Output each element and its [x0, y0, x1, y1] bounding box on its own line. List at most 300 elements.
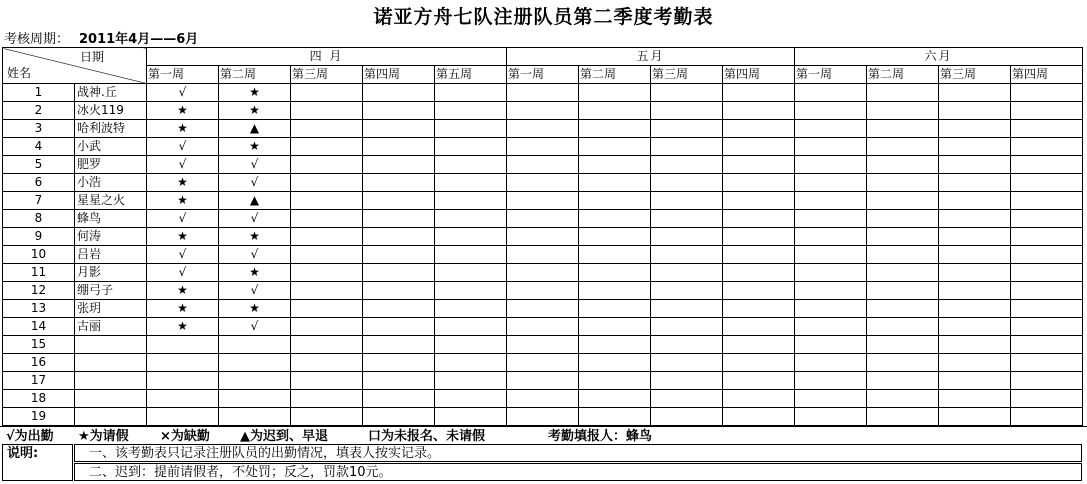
- attendance-empty-cell: [939, 300, 1011, 318]
- attendance-empty-cell: [867, 156, 939, 174]
- attendance-empty-cell: [507, 264, 579, 282]
- attendance-empty-cell: [939, 390, 1011, 408]
- attendance-empty-cell: [507, 282, 579, 300]
- attendance-empty-cell: [579, 120, 651, 138]
- attendance-empty-cell: [651, 300, 723, 318]
- attendance-empty-cell: [795, 174, 867, 192]
- attendance-mark-cell: √: [219, 156, 291, 174]
- attendance-empty-cell: [363, 372, 435, 390]
- attendance-empty-cell: [291, 300, 363, 318]
- attendance-empty-cell: [867, 390, 939, 408]
- attendance-mark-cell: [147, 408, 219, 426]
- attendance-mark-cell: ★: [219, 264, 291, 282]
- attendance-empty-cell: [867, 210, 939, 228]
- attendance-empty-cell: [867, 246, 939, 264]
- attendance-mark-cell: ★: [147, 228, 219, 246]
- attendance-empty-cell: [435, 138, 507, 156]
- table-row: [3, 120, 1083, 138]
- week-header-cell: 第一周: [507, 66, 579, 84]
- attendance-empty-cell: [723, 390, 795, 408]
- attendance-empty-cell: [507, 372, 579, 390]
- attendance-empty-cell: [795, 318, 867, 336]
- attendance-empty-cell: [363, 318, 435, 336]
- attendance-empty-cell: [291, 354, 363, 372]
- attendance-empty-cell: [651, 246, 723, 264]
- attendance-mark-cell: ★: [147, 192, 219, 210]
- attendance-empty-cell: [723, 156, 795, 174]
- attendance-empty-cell: [651, 318, 723, 336]
- attendance-empty-cell: [507, 192, 579, 210]
- attendance-empty-cell: [1011, 354, 1083, 372]
- attendance-empty-cell: [1011, 228, 1083, 246]
- attendance-empty-cell: [579, 192, 651, 210]
- member-name-cell: [75, 372, 147, 390]
- attendance-empty-cell: [435, 408, 507, 426]
- month-may-header: 五月: [507, 48, 795, 66]
- member-name-cell: 何涛: [75, 228, 147, 246]
- attendance-empty-cell: [435, 246, 507, 264]
- attendance-empty-cell: [651, 354, 723, 372]
- week-header-cell: 第一周: [147, 66, 219, 84]
- date-header-label: 日期: [79, 50, 104, 64]
- attendance-mark-cell: ★: [219, 138, 291, 156]
- member-name-cell: 月影: [75, 264, 147, 282]
- row-number-cell: 5: [3, 156, 75, 174]
- attendance-empty-cell: [579, 138, 651, 156]
- attendance-empty-cell: [435, 318, 507, 336]
- attendance-empty-cell: [507, 300, 579, 318]
- attendance-empty-cell: [723, 318, 795, 336]
- attendance-empty-cell: [579, 84, 651, 102]
- attendance-empty-cell: [363, 390, 435, 408]
- attendance-empty-cell: [723, 246, 795, 264]
- attendance-empty-cell: [795, 156, 867, 174]
- attendance-empty-cell: [1011, 102, 1083, 120]
- attendance-empty-cell: [939, 138, 1011, 156]
- attendance-empty-cell: [363, 138, 435, 156]
- attendance-mark-cell: ★: [147, 282, 219, 300]
- attendance-empty-cell: [435, 354, 507, 372]
- attendance-empty-cell: [435, 210, 507, 228]
- attendance-empty-cell: [579, 174, 651, 192]
- attendance-empty-cell: [435, 174, 507, 192]
- attendance-empty-cell: [363, 246, 435, 264]
- attendance-empty-cell: [723, 354, 795, 372]
- attendance-empty-cell: [1011, 84, 1083, 102]
- row-number-cell: 10: [3, 246, 75, 264]
- attendance-empty-cell: [867, 138, 939, 156]
- attendance-empty-cell: [435, 264, 507, 282]
- attendance-empty-cell: [651, 210, 723, 228]
- row-number-cell: 8: [3, 210, 75, 228]
- week-header-cell: 第三周: [291, 66, 363, 84]
- member-name-cell: [75, 354, 147, 372]
- legend-unregistered: 口为未报名、未请假: [368, 429, 486, 444]
- attendance-table: [2, 47, 1083, 426]
- attendance-empty-cell: [363, 192, 435, 210]
- attendance-empty-cell: [579, 300, 651, 318]
- attendance-empty-cell: [435, 300, 507, 318]
- attendance-empty-cell: [867, 102, 939, 120]
- attendance-empty-cell: [795, 372, 867, 390]
- attendance-empty-cell: [867, 336, 939, 354]
- attendance-empty-cell: [795, 84, 867, 102]
- week-header-cell: 第五周: [435, 66, 507, 84]
- attendance-mark-cell: [147, 354, 219, 372]
- row-number-cell: 13: [3, 300, 75, 318]
- table-row: [3, 228, 1083, 246]
- row-number-cell: 6: [3, 174, 75, 192]
- table-row: [3, 264, 1083, 282]
- attendance-empty-cell: [795, 354, 867, 372]
- note-item: 二、迟到：提前请假者，不处罚；反之，罚款10元。: [74, 463, 1082, 481]
- row-number-cell: 9: [3, 228, 75, 246]
- attendance-empty-cell: [1011, 372, 1083, 390]
- attendance-empty-cell: [795, 264, 867, 282]
- attendance-empty-cell: [579, 390, 651, 408]
- attendance-empty-cell: [867, 408, 939, 426]
- attendance-empty-cell: [291, 120, 363, 138]
- attendance-empty-cell: [651, 84, 723, 102]
- attendance-empty-cell: [939, 336, 1011, 354]
- attendance-empty-cell: [723, 210, 795, 228]
- week-header-cell: 第三周: [939, 66, 1011, 84]
- attendance-empty-cell: [651, 336, 723, 354]
- attendance-mark-cell: [219, 354, 291, 372]
- attendance-empty-cell: [1011, 210, 1083, 228]
- member-name-cell: 古丽: [75, 318, 147, 336]
- attendance-empty-cell: [507, 84, 579, 102]
- table-row: [3, 354, 1083, 372]
- date-name-corner-cell: [3, 48, 147, 84]
- attendance-empty-cell: [651, 174, 723, 192]
- attendance-mark-cell: [219, 336, 291, 354]
- attendance-empty-cell: [507, 246, 579, 264]
- legend-late: ▲为迟到、早退: [240, 429, 328, 444]
- attendance-empty-cell: [291, 282, 363, 300]
- attendance-empty-cell: [579, 408, 651, 426]
- attendance-empty-cell: [795, 102, 867, 120]
- attendance-empty-cell: [579, 228, 651, 246]
- attendance-empty-cell: [507, 174, 579, 192]
- attendance-empty-cell: [939, 120, 1011, 138]
- member-name-cell: [75, 390, 147, 408]
- member-name-cell: 冰火119: [75, 102, 147, 120]
- attendance-empty-cell: [651, 192, 723, 210]
- attendance-empty-cell: [795, 228, 867, 246]
- attendance-empty-cell: [435, 390, 507, 408]
- attendance-empty-cell: [291, 408, 363, 426]
- attendance-mark-cell: √: [147, 264, 219, 282]
- attendance-empty-cell: [867, 120, 939, 138]
- attendance-mark-cell: √: [219, 174, 291, 192]
- row-number-cell: 2: [3, 102, 75, 120]
- attendance-mark-cell: [147, 336, 219, 354]
- attendance-empty-cell: [1011, 120, 1083, 138]
- attendance-empty-cell: [435, 336, 507, 354]
- attendance-mark-cell: ★: [147, 318, 219, 336]
- attendance-empty-cell: [507, 102, 579, 120]
- attendance-empty-cell: [507, 156, 579, 174]
- attendance-empty-cell: [1011, 264, 1083, 282]
- attendance-empty-cell: [939, 264, 1011, 282]
- attendance-empty-cell: [867, 192, 939, 210]
- attendance-empty-cell: [939, 408, 1011, 426]
- attendance-empty-cell: [363, 174, 435, 192]
- attendance-mark-cell: √: [147, 210, 219, 228]
- attendance-empty-cell: [723, 174, 795, 192]
- attendance-empty-cell: [507, 354, 579, 372]
- attendance-empty-cell: [939, 102, 1011, 120]
- table-row: [3, 246, 1083, 264]
- attendance-mark-cell: ★: [147, 300, 219, 318]
- row-number-cell: 18: [3, 390, 75, 408]
- attendance-empty-cell: [651, 156, 723, 174]
- week-header-cell: 第三周: [651, 66, 723, 84]
- member-name-cell: 肥罗: [75, 156, 147, 174]
- sheet-title: 诺亚方舟七队注册队员第二季度考勤表: [373, 6, 714, 28]
- attendance-mark-cell: ★: [219, 102, 291, 120]
- attendance-empty-cell: [363, 354, 435, 372]
- attendance-empty-cell: [579, 372, 651, 390]
- week-header-row: [3, 66, 1083, 84]
- attendance-empty-cell: [507, 120, 579, 138]
- table-row: [3, 282, 1083, 300]
- attendance-mark-cell: ★: [219, 300, 291, 318]
- attendance-empty-cell: [867, 372, 939, 390]
- attendance-empty-cell: [939, 282, 1011, 300]
- attendance-empty-cell: [723, 264, 795, 282]
- attendance-empty-cell: [939, 228, 1011, 246]
- row-number-cell: 3: [3, 120, 75, 138]
- attendance-empty-cell: [291, 390, 363, 408]
- table-row: [3, 192, 1083, 210]
- attendance-empty-cell: [507, 138, 579, 156]
- legend-row: [0, 426, 1087, 445]
- member-name-cell: 张玥: [75, 300, 147, 318]
- attendance-empty-cell: [867, 264, 939, 282]
- row-number-cell: 11: [3, 264, 75, 282]
- attendance-mark-cell: ★: [219, 84, 291, 102]
- attendance-empty-cell: [363, 228, 435, 246]
- table-row: [3, 318, 1083, 336]
- attendance-empty-cell: [507, 336, 579, 354]
- attendance-empty-cell: [291, 84, 363, 102]
- attendance-empty-cell: [795, 336, 867, 354]
- attendance-empty-cell: [867, 174, 939, 192]
- attendance-empty-cell: [435, 102, 507, 120]
- row-number-cell: 15: [3, 336, 75, 354]
- attendance-empty-cell: [435, 282, 507, 300]
- attendance-empty-cell: [507, 390, 579, 408]
- attendance-empty-cell: [579, 102, 651, 120]
- table-row: [3, 102, 1083, 120]
- attendance-empty-cell: [291, 192, 363, 210]
- legend-reporter: 考勤填报人：蜂鸟: [548, 429, 653, 444]
- attendance-empty-cell: [291, 174, 363, 192]
- attendance-empty-cell: [867, 228, 939, 246]
- row-number-cell: 4: [3, 138, 75, 156]
- member-name-cell: 蜂鸟: [75, 210, 147, 228]
- period-value: 2011年4月——6月: [79, 32, 199, 47]
- attendance-empty-cell: [507, 408, 579, 426]
- table-row: [3, 84, 1083, 102]
- attendance-empty-cell: [723, 138, 795, 156]
- attendance-empty-cell: [435, 84, 507, 102]
- member-name-cell: 哈利波特: [75, 120, 147, 138]
- attendance-empty-cell: [795, 390, 867, 408]
- attendance-empty-cell: [651, 372, 723, 390]
- table-row: [3, 156, 1083, 174]
- attendance-empty-cell: [939, 156, 1011, 174]
- legend-leave: ★为请假: [78, 429, 129, 444]
- attendance-mark-cell: √: [219, 246, 291, 264]
- attendance-empty-cell: [291, 228, 363, 246]
- table-row: [3, 174, 1083, 192]
- attendance-empty-cell: [651, 264, 723, 282]
- attendance-empty-cell: [363, 408, 435, 426]
- attendance-empty-cell: [939, 84, 1011, 102]
- attendance-empty-cell: [1011, 282, 1083, 300]
- legend-present: √为出勤: [6, 429, 54, 444]
- attendance-empty-cell: [651, 282, 723, 300]
- attendance-mark-cell: [219, 390, 291, 408]
- attendance-empty-cell: [291, 264, 363, 282]
- attendance-empty-cell: [939, 318, 1011, 336]
- attendance-mark-cell: ▲: [219, 192, 291, 210]
- attendance-empty-cell: [1011, 336, 1083, 354]
- period-label: 考核周期：: [4, 32, 70, 47]
- attendance-empty-cell: [363, 84, 435, 102]
- attendance-empty-cell: [435, 192, 507, 210]
- attendance-empty-cell: [795, 282, 867, 300]
- attendance-mark-cell: ★: [147, 120, 219, 138]
- attendance-empty-cell: [435, 156, 507, 174]
- table-row: [3, 390, 1083, 408]
- attendance-empty-cell: [507, 210, 579, 228]
- attendance-mark-cell: ★: [147, 102, 219, 120]
- attendance-empty-cell: [1011, 390, 1083, 408]
- attendance-mark-cell: [219, 372, 291, 390]
- attendance-empty-cell: [291, 318, 363, 336]
- attendance-empty-cell: [723, 372, 795, 390]
- attendance-empty-cell: [291, 372, 363, 390]
- week-header-cell: 第一周: [795, 66, 867, 84]
- attendance-mark-cell: √: [219, 210, 291, 228]
- attendance-empty-cell: [1011, 246, 1083, 264]
- attendance-mark-cell: ★: [219, 228, 291, 246]
- attendance-mark-cell: [219, 408, 291, 426]
- attendance-empty-cell: [363, 210, 435, 228]
- row-number-cell: 16: [3, 354, 75, 372]
- attendance-empty-cell: [507, 318, 579, 336]
- attendance-empty-cell: [1011, 300, 1083, 318]
- attendance-empty-cell: [363, 336, 435, 354]
- attendance-empty-cell: [795, 120, 867, 138]
- attendance-mark-cell: [147, 390, 219, 408]
- attendance-empty-cell: [723, 120, 795, 138]
- attendance-empty-cell: [291, 102, 363, 120]
- attendance-empty-cell: [651, 102, 723, 120]
- attendance-empty-cell: [939, 192, 1011, 210]
- attendance-empty-cell: [795, 138, 867, 156]
- table-row: [3, 210, 1083, 228]
- row-number-cell: 1: [3, 84, 75, 102]
- attendance-empty-cell: [1011, 318, 1083, 336]
- month-april-header: 四 月: [147, 48, 507, 66]
- attendance-empty-cell: [651, 390, 723, 408]
- attendance-empty-cell: [795, 210, 867, 228]
- attendance-empty-cell: [1011, 156, 1083, 174]
- attendance-empty-cell: [939, 174, 1011, 192]
- member-name-cell: 绷弓子: [75, 282, 147, 300]
- attendance-empty-cell: [651, 120, 723, 138]
- attendance-empty-cell: [939, 210, 1011, 228]
- attendance-empty-cell: [363, 282, 435, 300]
- week-header-cell: 第四周: [1011, 66, 1083, 84]
- row-number-cell: 17: [3, 372, 75, 390]
- attendance-mark-cell: √: [147, 138, 219, 156]
- attendance-mark-cell: ▲: [219, 120, 291, 138]
- attendance-empty-cell: [291, 336, 363, 354]
- attendance-empty-cell: [291, 156, 363, 174]
- month-june-header: 六月: [795, 48, 1083, 66]
- attendance-empty-cell: [435, 228, 507, 246]
- attendance-empty-cell: [1011, 174, 1083, 192]
- attendance-empty-cell: [723, 408, 795, 426]
- attendance-empty-cell: [723, 300, 795, 318]
- attendance-empty-cell: [579, 354, 651, 372]
- attendance-empty-cell: [651, 138, 723, 156]
- table-row: [3, 138, 1083, 156]
- attendance-empty-cell: [363, 264, 435, 282]
- attendance-empty-cell: [723, 228, 795, 246]
- row-number-cell: 19: [3, 408, 75, 426]
- attendance-empty-cell: [723, 84, 795, 102]
- note-item: 一、该考勤表只记录注册队员的出勤情况，填表人按实记录。: [74, 444, 1082, 462]
- attendance-empty-cell: [867, 354, 939, 372]
- table-row: [3, 336, 1083, 354]
- attendance-empty-cell: [723, 192, 795, 210]
- attendance-mark-cell: [147, 372, 219, 390]
- attendance-empty-cell: [579, 210, 651, 228]
- attendance-empty-cell: [651, 228, 723, 246]
- attendance-empty-cell: [1011, 408, 1083, 426]
- attendance-empty-cell: [867, 282, 939, 300]
- attendance-empty-cell: [363, 120, 435, 138]
- attendance-empty-cell: [579, 336, 651, 354]
- member-name-cell: [75, 408, 147, 426]
- attendance-empty-cell: [795, 192, 867, 210]
- table-row: [3, 372, 1083, 390]
- attendance-mark-cell: √: [147, 156, 219, 174]
- attendance-empty-cell: [723, 102, 795, 120]
- row-number-cell: 7: [3, 192, 75, 210]
- table-row: [3, 408, 1083, 426]
- attendance-empty-cell: [867, 300, 939, 318]
- attendance-empty-cell: [363, 300, 435, 318]
- attendance-empty-cell: [867, 318, 939, 336]
- row-number-cell: 12: [3, 282, 75, 300]
- member-name-cell: 小武: [75, 138, 147, 156]
- week-header-cell: 第二周: [579, 66, 651, 84]
- attendance-mark-cell: √: [219, 282, 291, 300]
- attendance-empty-cell: [363, 102, 435, 120]
- attendance-empty-cell: [939, 246, 1011, 264]
- member-name-cell: [75, 336, 147, 354]
- attendance-mark-cell: √: [147, 84, 219, 102]
- notes-label: 说明:: [2, 444, 73, 481]
